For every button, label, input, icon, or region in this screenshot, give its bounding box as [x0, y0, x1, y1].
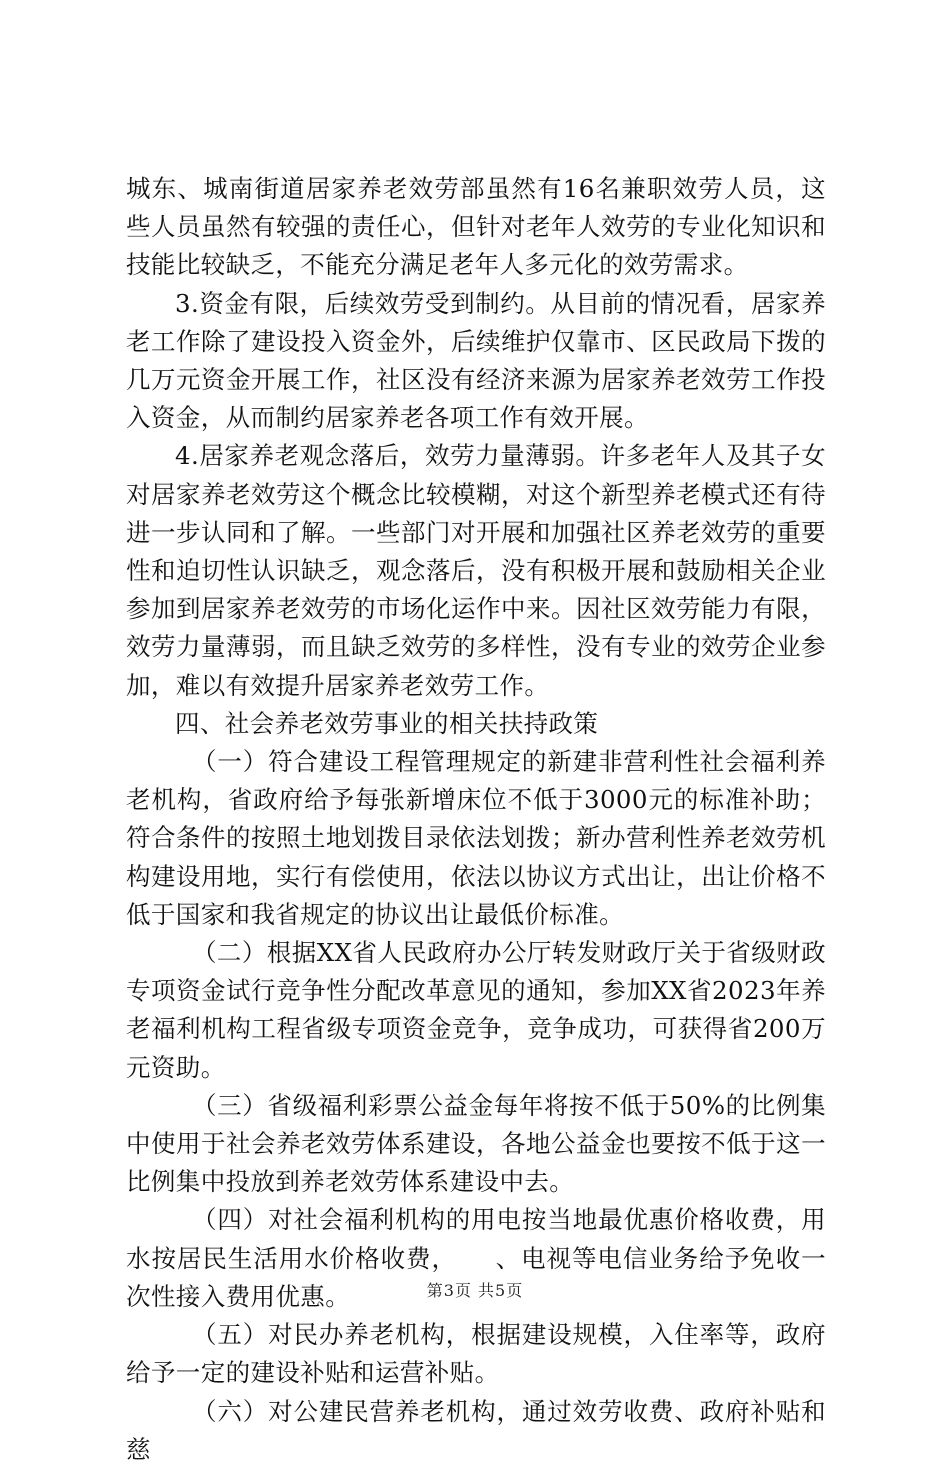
policy-item-6: （六）对公建民营养老机构，通过效劳收费、政府补贴和慈	[126, 1396, 826, 1464]
page-number-footer: 第3页 共5页	[426, 1281, 524, 1300]
policy-item-2: （二）根据XX省人民政府办公厅转发财政厅关于省级财政专项资金试行竞争性分配改革意见的通知，参加XX省2023年养老福利机构工程省级专项资金竞争，竞争成功，可获得省200万元资助。	[126, 938, 826, 1082]
document-body	[126, 170, 826, 1469]
paragraph-item-4: 4.居家养老观念落后，效劳力量薄弱。许多老年人及其子女对居家养老效劳这个概念比较模糊，对这个新型养老模式还有待进一步认同和了解。一些部门对开展和加强社区养老效劳的重要性和迫切性认识缺乏，观念落后，没有积极开展和鼓励相关企业参加到居家养老效劳的市场化运作中来。因社区效劳能力有限，效劳力量薄弱，而且缺乏效劳的多样性，没有专业的效劳企业参加，难以有效提升居家养老效劳工作。	[126, 441, 826, 700]
paragraph-continuation: 城东、城南街道居家养老效劳部虽然有16名兼职效劳人员，这些人员虽然有较强的责任心，但针对老年人效劳的专业化知识和技能比较缺乏，不能充分满足老年人多元化的效劳需求。	[126, 174, 826, 280]
section-heading: 四、社会养老效劳事业的相关扶持政策	[175, 708, 599, 738]
policy-item-3: （三）省级福利彩票公益金每年将按不低于50%的比例集中使用于社会养老效劳体系建设，各地公益金也要按不低于这一比例集中投放到养老效劳体系建设中去。	[126, 1090, 826, 1197]
policy-item-4: （四）对社会福利机构的用电按当地最优惠价格收费，用水按居民生活用水价格收费， 、电视等电信业务给予免收一次性接入费用优惠。	[126, 1205, 826, 1311]
policy-item-5: （五）对民办养老机构，根据建设规模，入住率等，政府给予一定的建设补贴和运营补贴。	[126, 1320, 826, 1388]
paragraph-item-3: 3.资金有限，后续效劳受到制约。从目前的情况看，居家养老工作除了建设投入资金外，后续维护仅靠市、区民政局下拨的几万元资金开展工作，社区没有经济来源为居家养老效劳工作投入资金，从而制约居家养老各项工作有效开展。	[126, 288, 826, 433]
policy-item-1: （一）符合建设工程管理规定的新建非营利性社会福利养老机构，省政府给予每张新增床位不低于3000元的标准补助；符合条件的按照土地划拨目录依法划拨；新办营利性养老效劳机构建设用地，实行有偿使用，依法以协议方式出让，出让价格不低于国家和我省规定的协议出让最低价标准。	[126, 747, 826, 929]
